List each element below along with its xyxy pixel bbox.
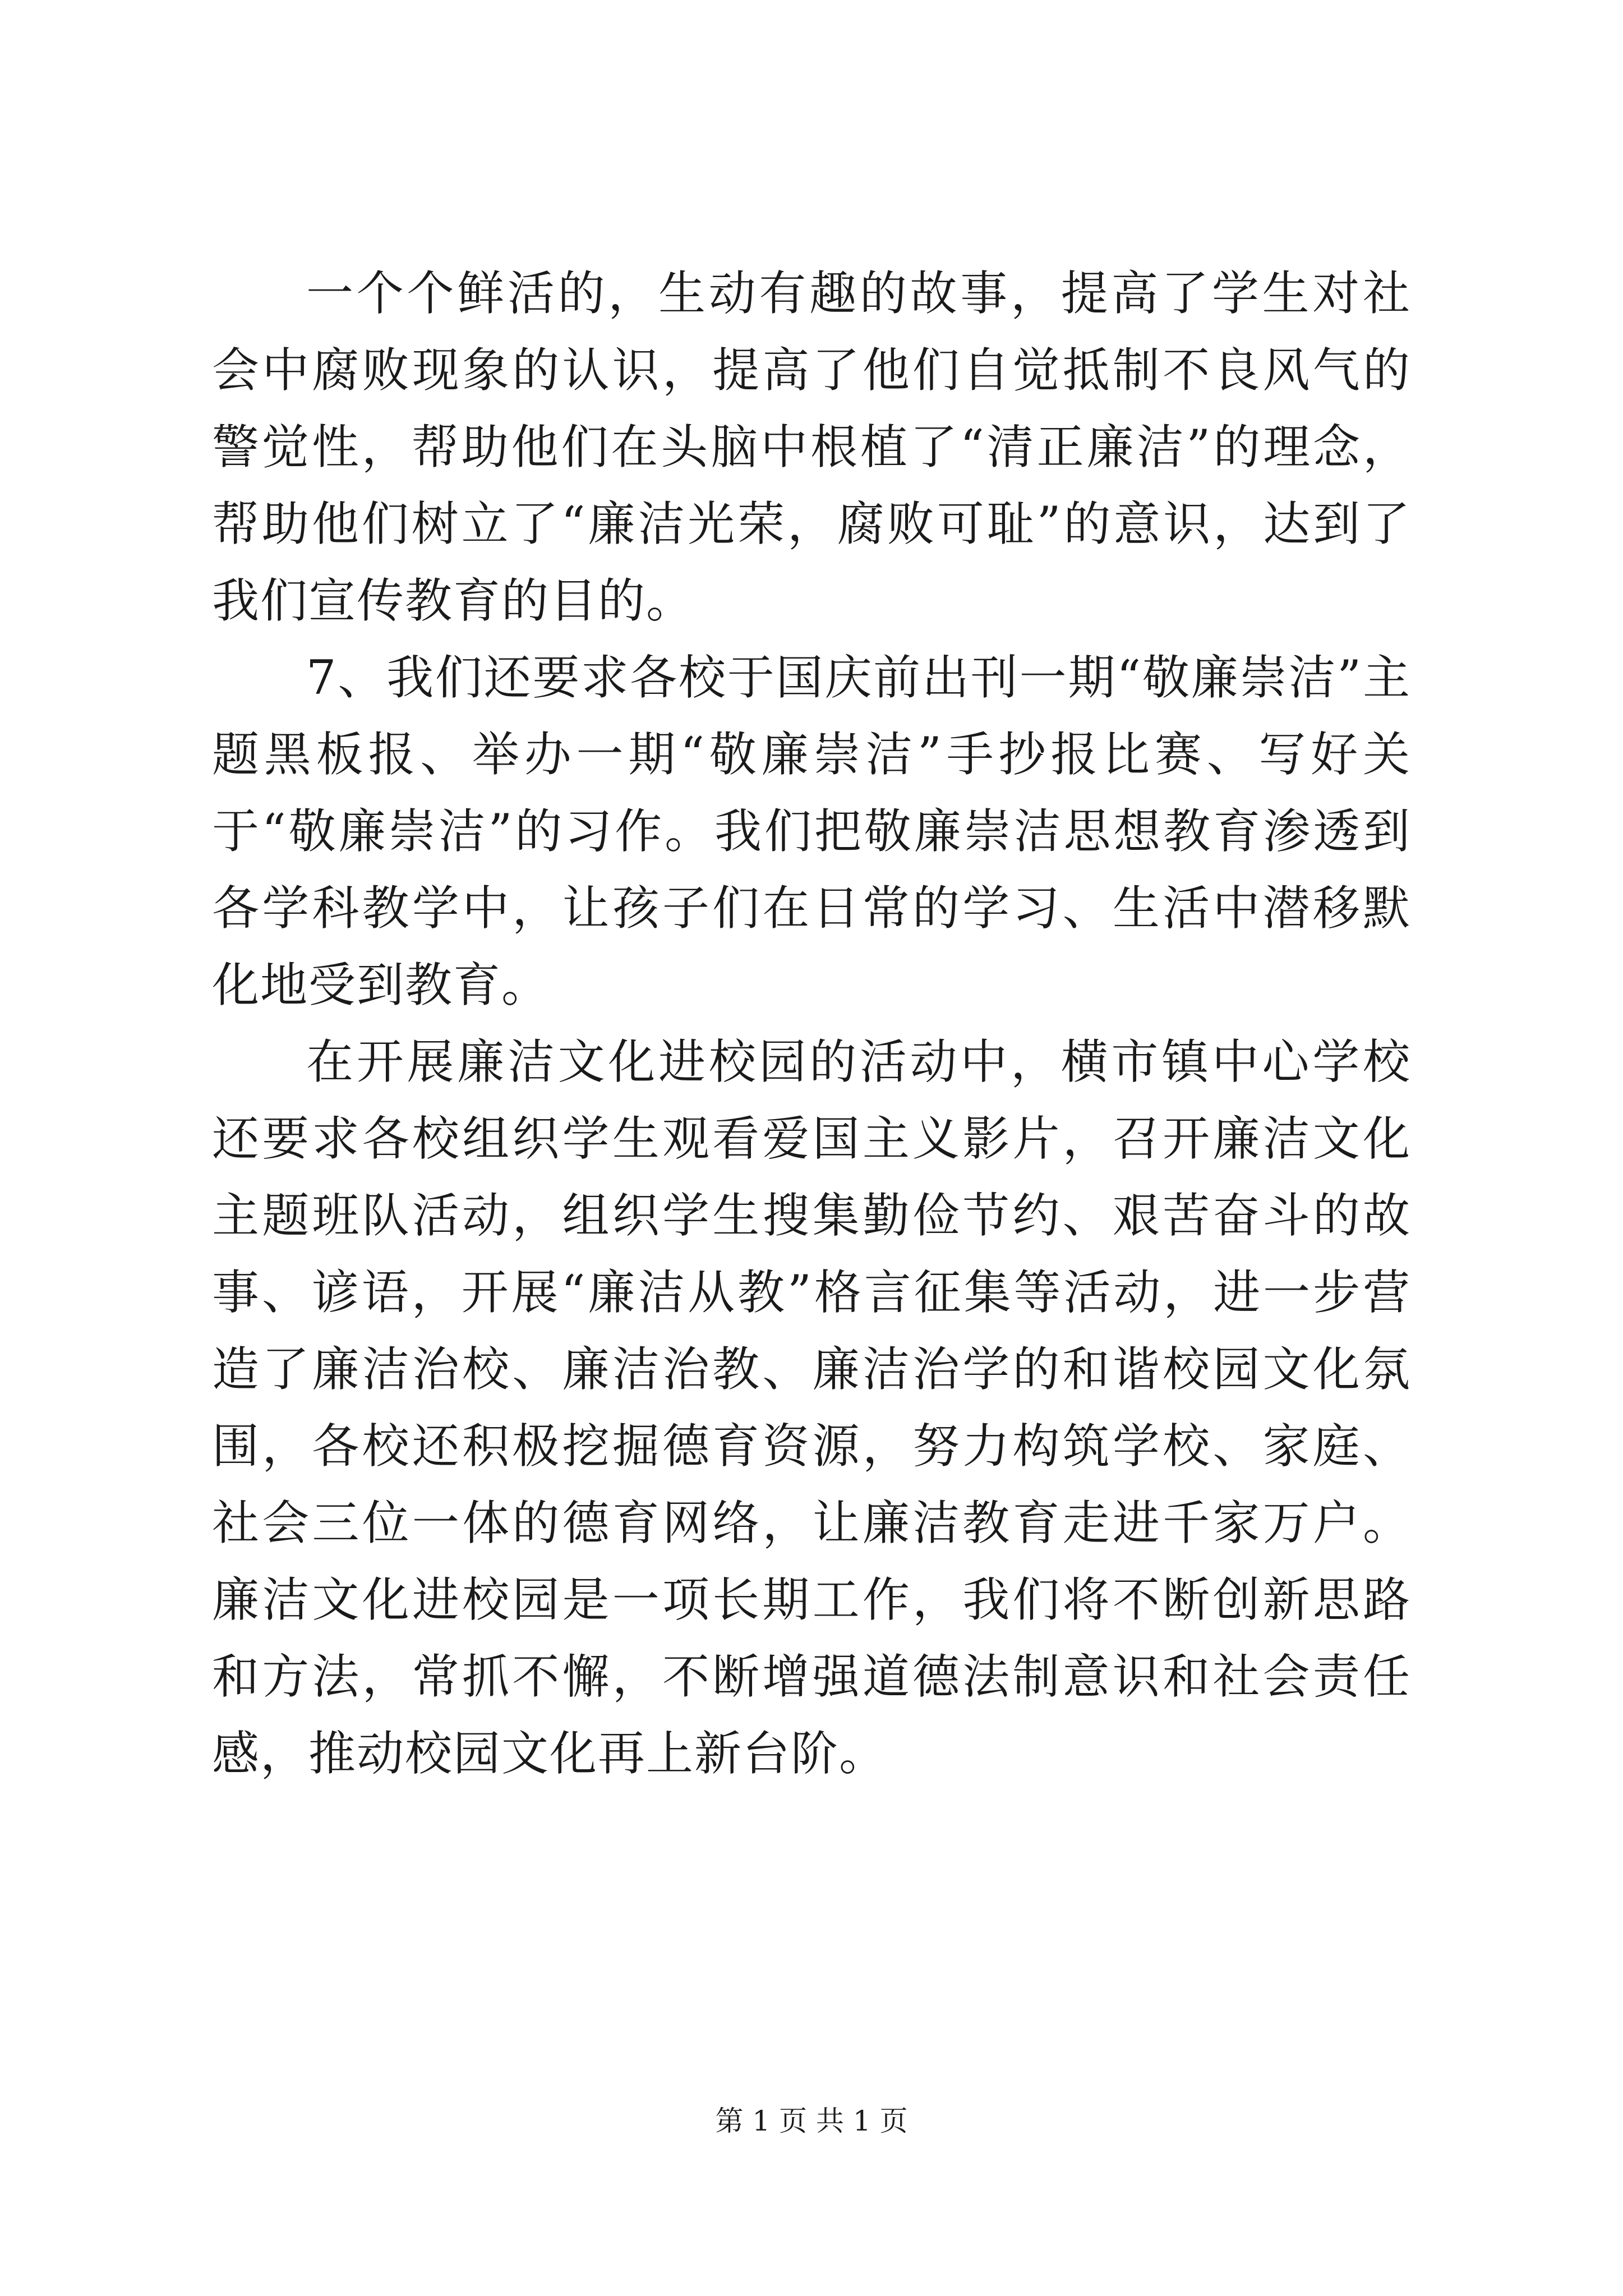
paragraph-story-impact: 一个个鲜活的，生动有趣的故事，提高了学生对社会中腐败现象的认识，提高了他们自觉抵制不良风气的警觉性，帮助他们在头脑中根植了“清正廉洁”的理念，帮助他们树立了“廉洁光荣，腐败可耻”的意识，达到了我们宣传教育的目的。 [212, 266, 1411, 628]
paragraph-campus-activities: 在开展廉洁文化进校园的活动中，横市镇中心学校还要求各校组织学生观看爱国主义影片，召开廉洁文化主题班队活动，组织学生搜集勤俭节约、艰苦奋斗的故事、谚语，开展“廉洁从教”格言征集等活动，进一步营造了廉洁治校、廉洁治教、廉洁治学的和谐校园文化氛围，各校还积极挖掘德育资源，努力构筑学校、家庭、社会三位一体的德育网络，让廉洁教育走进千家万户。廉洁文化进校园是一项长期工作，我们将不断创新思路和方法，常抓不懈，不断增强道德法制意识和社会责任感，推动校园文化再上新台阶。 [212, 1034, 1411, 1781]
document-body [212, 255, 1411, 1792]
page-number-footer: 第 1 页 共 1 页 [715, 2105, 908, 2137]
paragraph-item-7: 7、我们还要求各校于国庆前出刊一期“敬廉崇洁”主题黑板报、举办一期“敬廉崇洁”手抄报比赛、写好关于“敬廉崇洁”的习作。我们把敬廉崇洁思想教育渗透到各学科教学中，让孩子们在日常的学习、生活中潜移默化地受到教育。 [212, 650, 1411, 1013]
